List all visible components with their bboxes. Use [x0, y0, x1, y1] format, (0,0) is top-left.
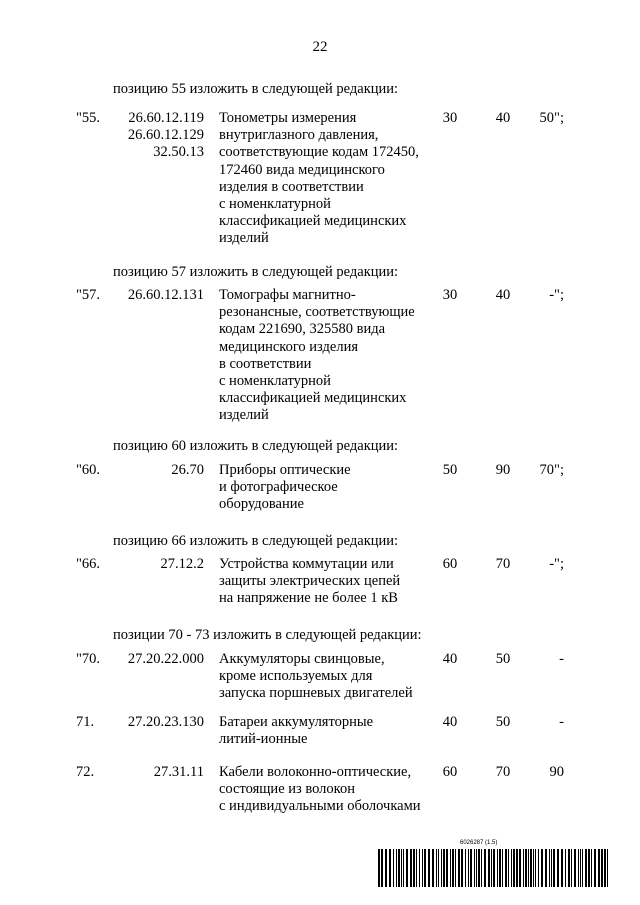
value-col-1: 40: [442, 714, 458, 730]
barcode-bar: [513, 849, 515, 887]
barcode-bar: [493, 849, 495, 887]
barcode-bar: [441, 849, 442, 887]
okpd-code: 27.31.11: [153, 764, 204, 780]
product-description: [219, 714, 373, 748]
barcode-bar: [432, 849, 434, 887]
barcode-bar: [580, 849, 581, 887]
section-intro: позицию 57 изложить в следующей редакции:: [113, 264, 399, 280]
description-line: в соответствии: [219, 355, 312, 372]
value-col-3: 50";: [539, 110, 564, 126]
okpd-code: 26.70: [171, 462, 204, 478]
position-number: "70.: [76, 651, 101, 667]
section-intro: позицию 66 изложить в следующей редакции:: [113, 533, 399, 549]
description-line: соответствующие кодам 172450,: [219, 144, 419, 161]
value-col-1: 60: [442, 556, 458, 572]
description-line: классификацией медицинских: [219, 390, 407, 407]
barcode-bar: [398, 849, 400, 887]
barcode-bar: [455, 849, 456, 887]
barcode-bar: [401, 849, 402, 887]
description-line: изделий: [219, 230, 269, 247]
barcode-bar: [465, 849, 466, 887]
okpd-codes: [112, 287, 204, 304]
barcode-bar: [474, 849, 475, 887]
description-line: Приборы оптические: [219, 462, 351, 478]
okpd-code: 26.60.12.119: [128, 110, 204, 126]
page-number: 22: [312, 39, 328, 55]
barcode-bar: [553, 849, 555, 887]
section-intro: позицию 60 изложить в следующей редакции:: [113, 438, 399, 454]
value-col-1: 60: [442, 764, 458, 780]
barcode-label: 6026287 (1.5): [460, 840, 498, 846]
barcode-bar: [561, 849, 563, 887]
barcode-bar: [607, 849, 608, 887]
barcode-bar: [578, 849, 579, 887]
barcode-bar: [410, 849, 412, 887]
barcode-bar: [468, 849, 469, 887]
barcode-bar: [533, 849, 534, 887]
value-col-2: 40: [495, 110, 511, 126]
barcode-bar: [378, 849, 380, 887]
product-description: [219, 556, 400, 608]
description-line: с номенклатурной: [219, 373, 331, 390]
barcode-bar: [461, 849, 463, 887]
position-number: "57.: [76, 287, 101, 303]
value-col-2: 70: [495, 764, 511, 780]
okpd-code: 26.60.12.129: [127, 127, 204, 144]
barcode-bar: [389, 849, 391, 887]
value-col-3: -";: [549, 287, 564, 303]
value-col-2: 50: [495, 714, 511, 730]
value-col-1: 30: [442, 110, 458, 126]
barcode-bar: [396, 849, 397, 887]
position-number: "55.: [76, 110, 101, 126]
value-col-3: 90: [549, 764, 564, 780]
barcode-bar: [557, 849, 559, 887]
okpd-codes: [112, 110, 204, 162]
value-col-2: 40: [495, 287, 511, 303]
barcode-bar: [476, 849, 477, 887]
okpd-code: 32.50.13: [153, 144, 204, 161]
description-line: и фотографическое: [219, 479, 338, 496]
section-intro: позиции 70 - 73 изложить в следующей редакции:: [113, 627, 422, 643]
description-line: медицинского изделия: [219, 338, 358, 355]
barcode-bar: [591, 849, 592, 887]
description-line: Кабели волоконно-оптические,: [219, 764, 412, 780]
barcode-bar: [545, 849, 547, 887]
barcode-bar: [523, 849, 524, 887]
description-line: Устройства коммутации или: [219, 556, 394, 572]
description-line: Аккумуляторы свинцовые,: [219, 651, 385, 667]
description-line: Батареи аккумуляторные: [219, 714, 374, 730]
description-line: с индивидуальными оболочками: [219, 798, 421, 815]
barcode-bar: [381, 849, 383, 887]
value-col-2: 50: [495, 651, 511, 667]
okpd-code: 27.20.23.130: [127, 714, 204, 730]
barcode-bar: [598, 849, 600, 887]
position-number: 71.: [76, 714, 95, 730]
value-col-3: -: [559, 714, 564, 730]
barcode-bar: [582, 849, 583, 887]
description-line: литий-ионные: [219, 731, 308, 748]
description-line: с номенклатурной: [219, 196, 331, 213]
product-description: [219, 651, 413, 703]
description-line: внутриглазного давления,: [219, 127, 379, 144]
okpd-code: 26.60.12.131: [127, 287, 204, 303]
value-col-1: 50: [442, 462, 458, 478]
description-line: классификацией медицинских: [219, 213, 407, 230]
barcode-bar: [450, 849, 451, 887]
barcode-bar: [528, 849, 529, 887]
barcode-bar: [406, 849, 408, 887]
product-description: [219, 287, 415, 425]
barcode-bar: [502, 849, 503, 887]
barcode-bar: [525, 849, 527, 887]
barcode-bar: [511, 849, 512, 887]
barcode-bar: [452, 849, 454, 887]
description-line: запуска поршневых двигателей: [219, 685, 413, 702]
barcode-bar: [436, 849, 437, 887]
description-line: изделий: [219, 407, 269, 424]
section-intro: позицию 55 изложить в следующей редакции:: [113, 81, 399, 97]
description-line: Томографы магнитно-: [219, 287, 356, 303]
barcode-bar: [535, 849, 536, 887]
barcode-bar: [470, 849, 472, 887]
barcode-bar: [416, 849, 417, 887]
barcode-bar: [588, 849, 590, 887]
description-line: кроме используемых для: [219, 668, 373, 685]
barcode-bar: [443, 849, 445, 887]
barcode-bar: [481, 849, 482, 887]
description-line: Тонометры измерения: [219, 110, 357, 126]
barcode-bar: [604, 849, 606, 887]
barcode-bar: [393, 849, 394, 887]
okpd-codes: [112, 556, 204, 573]
description-line: кодам 221690, 325580 вида: [219, 321, 386, 338]
barcode-bar: [574, 849, 576, 887]
barcode-bar: [488, 849, 490, 887]
value-col-1: 40: [442, 651, 458, 667]
barcode-bar: [551, 849, 552, 887]
barcode-bar: [497, 849, 498, 887]
barcode-bar: [508, 849, 509, 887]
barcode-bar: [438, 849, 439, 887]
okpd-codes: [112, 462, 204, 479]
barcode-bar: [446, 849, 448, 887]
description-line: состоящие из волокон: [219, 781, 355, 798]
position-number: 72.: [76, 764, 95, 780]
value-col-2: 90: [495, 462, 511, 478]
value-col-3: -";: [549, 556, 564, 572]
description-line: оборудование: [219, 496, 304, 513]
barcode-bar: [419, 849, 420, 887]
description-line: защиты электрических цепей: [219, 573, 401, 590]
product-description: [219, 110, 419, 248]
barcode-bar: [549, 849, 550, 887]
barcode-bar: [484, 849, 486, 887]
barcode-bar: [538, 849, 539, 887]
barcode-bar: [585, 849, 587, 887]
barcode-bar: [478, 849, 480, 887]
description-line: 172460 вида медицинского: [219, 161, 385, 178]
barcode-bar: [541, 849, 543, 887]
value-col-3: 70";: [539, 462, 564, 478]
barcode-bar: [403, 849, 404, 887]
product-description: [219, 462, 351, 514]
position-number: "60.: [76, 462, 101, 478]
barcode-bar: [413, 849, 415, 887]
value-col-2: 70: [495, 556, 511, 572]
barcode-bar: [499, 849, 501, 887]
barcode-bar: [594, 849, 596, 887]
description-line: резонансные, соответствующие: [219, 304, 415, 321]
okpd-codes: [112, 651, 204, 668]
barcode-bar: [424, 849, 426, 887]
barcode-bar: [565, 849, 566, 887]
okpd-codes: [112, 764, 204, 781]
barcode-bar: [530, 849, 532, 887]
barcode-bar: [458, 849, 460, 887]
value-col-1: 30: [442, 287, 458, 303]
barcode-bar: [505, 849, 507, 887]
barcode-bar: [601, 849, 603, 887]
barcode-bar: [491, 849, 492, 887]
value-col-3: -: [559, 651, 564, 667]
okpd-codes: [112, 714, 204, 731]
barcode-bar: [519, 849, 521, 887]
barcode-bar: [385, 849, 387, 887]
description-line: изделия в соответствии: [219, 178, 364, 195]
description-line: на напряжение не более 1 кВ: [219, 590, 398, 607]
okpd-code: 27.12.2: [160, 556, 204, 572]
barcode-bar: [428, 849, 430, 887]
barcode-bar: [571, 849, 572, 887]
barcode-image: [378, 849, 610, 887]
okpd-code: 27.20.22.000: [127, 651, 204, 667]
position-number: "66.: [76, 556, 101, 572]
barcode-bar: [568, 849, 570, 887]
barcode-bar: [516, 849, 518, 887]
barcode-bar: [422, 849, 423, 887]
product-description: [219, 764, 421, 816]
